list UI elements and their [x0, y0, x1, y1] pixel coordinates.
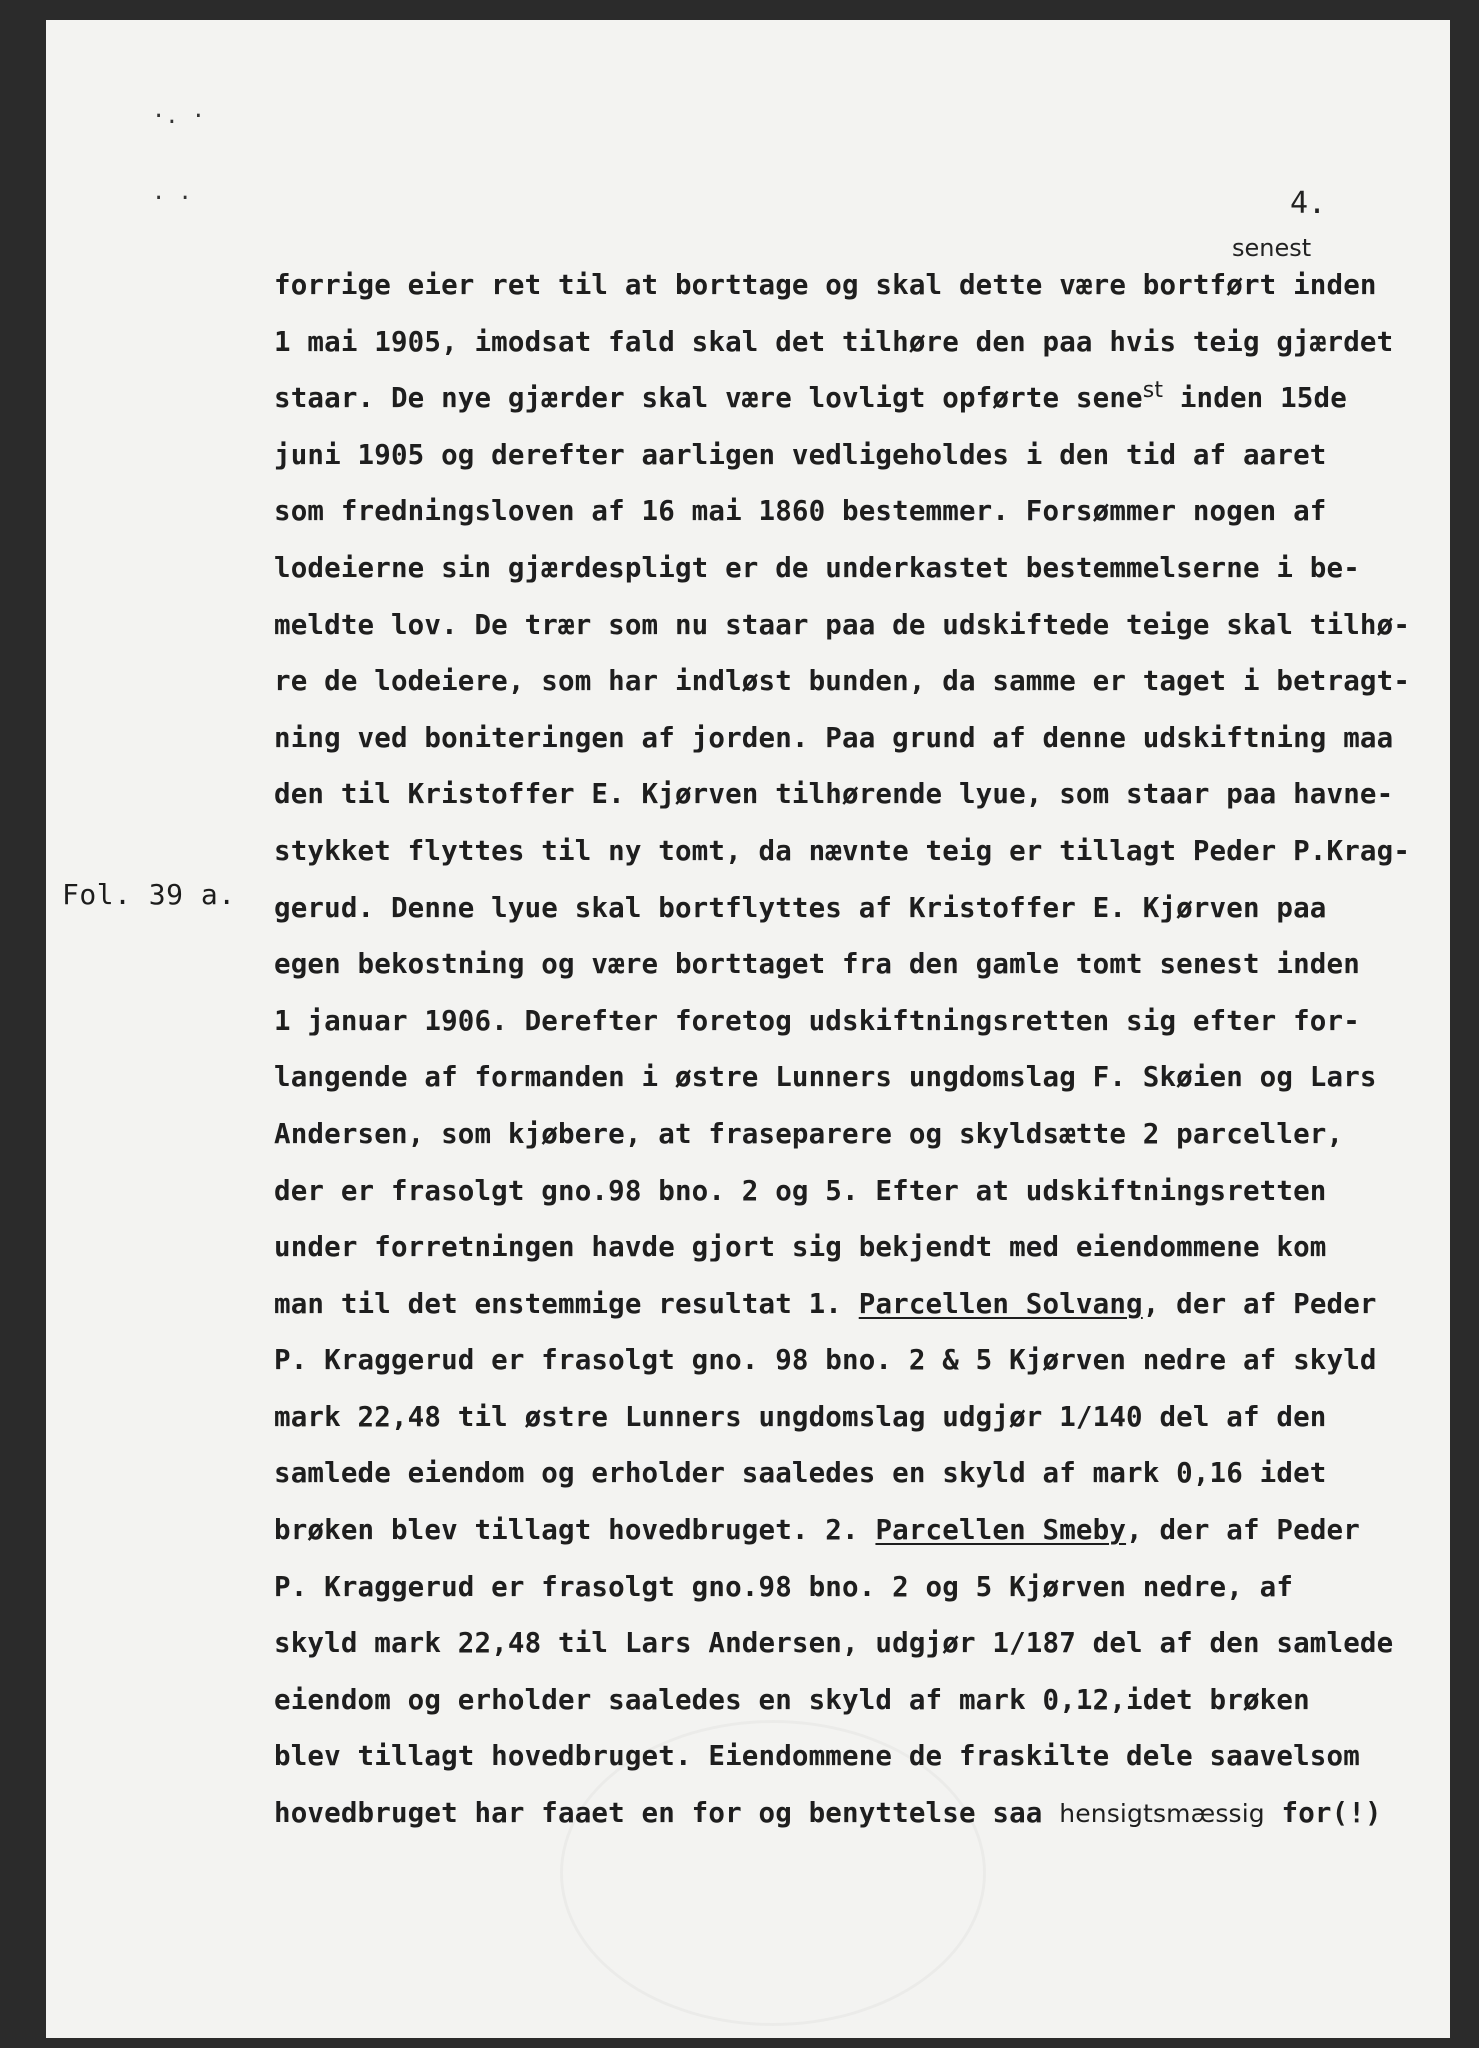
text-line-5: som fredningsloven af 16 mai 1860 bestemmer. Forsømmer nogen af	[274, 495, 1327, 528]
underlined-parcel-name: Parcellen Smeby	[875, 1514, 1127, 1547]
text-line-28	[274, 1785, 1440, 1842]
text-line-21: mark 22,48 til østre Lunners ungdomslag udgjør 1/140 del af den	[274, 1400, 1327, 1433]
handwritten-word: hensigtsmæssig	[1059, 1799, 1265, 1829]
text-segment: staar. De nye gjærder skal være lovligt opførte sene	[274, 382, 1143, 415]
text-line-17: der er frasolgt gno.98 bno. 2 og 5. Efter at udskiftningsretten	[274, 1174, 1327, 1207]
corner-mark-1: ·. ·	[152, 104, 205, 129]
text-line-8: re de lodeiere, som har indløst bunden, da samme er taget i betragt-	[274, 665, 1411, 698]
text-line-27: blev tillagt hovedbruget. Eiendommene de fraskilte dele saavelsom	[274, 1740, 1360, 1773]
underlined-parcel-name: Parcellen Solvang	[858, 1287, 1143, 1320]
handwritten-correction: st	[1142, 378, 1164, 404]
text-line-9: ning ved boniteringen af jorden. Paa grund af denne udskiftning maa	[274, 721, 1394, 754]
text-line-12: gerud. Denne lyue skal bortflyttes af Kristoffer E. Kjørven paa	[274, 891, 1327, 924]
text-line-20: P. Kraggerud er frasolgt gno. 98 bno. 2 & 5 Kjørven nedre af skyld	[274, 1344, 1377, 1377]
text-segment: hovedbruget har faaet en for og benyttelse saa	[274, 1797, 1060, 1830]
scan-frame-top	[0, 0, 1479, 20]
text-line-14: 1 januar 1906. Derefter foretog udskiftningsretten sig efter for-	[274, 1004, 1360, 1037]
text-line-1: forrige eier ret til at borttage og skal dette være bortført inden	[274, 269, 1377, 301]
text-segment: for(!)	[1264, 1797, 1382, 1830]
text-line-15: langende af formanden i østre Lunners ungdomslag F. Skøien og Lars	[274, 1061, 1377, 1094]
text-line-16: Andersen, som kjøbere, at fraseparere og skyldsætte 2 parceller,	[274, 1117, 1344, 1150]
text-line-10: den til Kristoffer E. Kjørven tilhørende lyue, som staar paa havne-	[274, 778, 1394, 811]
text-line-7: meldte lov. De trær som nu staar paa de udskiftede teige skal tilhø-	[274, 608, 1411, 641]
text-line-26: eiendom og erholder saaledes en skyld af mark 0,12,idet brøken	[274, 1683, 1310, 1716]
text-segment: , der af Peder	[1142, 1287, 1377, 1320]
scan-frame-bottom	[0, 2038, 1479, 2048]
text-line-23	[274, 1502, 1440, 1559]
scan-frame-right	[1450, 0, 1479, 2048]
text-segment: , der af Peder	[1126, 1514, 1360, 1547]
text-segment: brøken blev tillagt hovedbruget. 2.	[274, 1514, 876, 1547]
text-line-13: egen bekostning og være borttaget fra den gamle tomt senest inden	[274, 948, 1360, 981]
text-line-22: samlede eiendom og erholder saaledes en skyld af mark 0,16 idet	[274, 1457, 1327, 1490]
text-line-25: skyld mark 22,48 til Lars Andersen, udgjør 1/187 del af den samlede	[274, 1627, 1394, 1660]
text-line-3	[274, 370, 1440, 427]
text-line-18: under forretningen havde gjort sig bekjendt med eiendommene kom	[274, 1231, 1327, 1264]
text-line-11: stykket flyttes til ny tomt, da nævnte teig er tillagt Peder P.Krag-	[274, 834, 1411, 867]
text-line-6: lodeierne sin gjærdespligt er de underkastet bestemmelserne i be-	[274, 551, 1360, 584]
text-line-4: juni 1905 og derefter aarligen vedligeholdes i den tid af aaret	[274, 438, 1327, 471]
text-line-19	[274, 1276, 1440, 1333]
typed-body-text	[274, 257, 1440, 1842]
text-line-24: P. Kraggerud er frasolgt gno.98 bno. 2 og 5 Kjørven nedre, af	[274, 1570, 1294, 1603]
handwritten-insertion: senest	[1232, 234, 1312, 262]
page-number: 4.	[1290, 186, 1327, 221]
corner-mark-2: · ·	[152, 186, 192, 211]
text-line-2: 1 mai 1905, imodsat fald skal det tilhøre den paa hvis teig gjærdet	[274, 325, 1394, 358]
text-segment: inden 15de	[1163, 382, 1347, 415]
margin-folio-note: Fol. 39 a.	[62, 878, 236, 911]
scan-frame-left	[0, 0, 46, 2048]
text-segment: man til det enstemmige resultat 1.	[274, 1287, 859, 1320]
